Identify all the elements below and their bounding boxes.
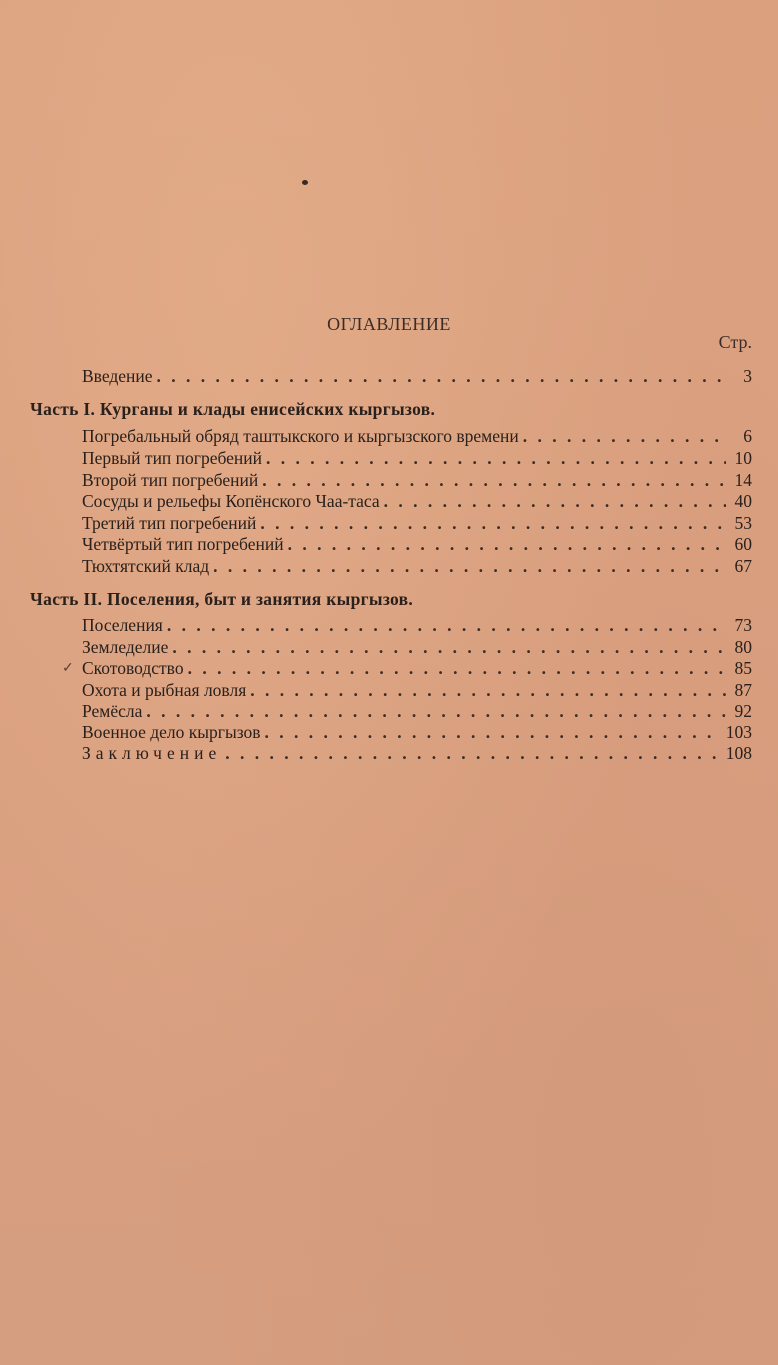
toc-entry[interactable] (82, 512, 752, 534)
toc-entry-label: Третий тип погребений (82, 513, 257, 533)
toc-entry-page: 3 (743, 366, 752, 386)
toc-entry-page: 14 (734, 470, 752, 490)
toc-entry-page: 73 (734, 615, 752, 635)
page-column-label: Стр. (718, 332, 752, 352)
leader-dots (188, 657, 726, 679)
toc-entry-label: Второй тип погребений (82, 470, 259, 490)
leader-dots (260, 512, 726, 534)
toc-entry-page: 40 (734, 491, 752, 511)
leader-dots (384, 490, 726, 512)
toc-entry[interactable] (82, 742, 752, 764)
part-1-heading: Часть I. Курганы и клады енисейских кыргызов. (30, 399, 436, 419)
toc-entry[interactable] (82, 614, 752, 636)
toc-entry[interactable] (82, 679, 752, 701)
toc-entry-label: Тюхтятский клад (82, 556, 210, 576)
toc-entry[interactable] (82, 555, 752, 577)
pencil-check-mark: ✓ (62, 661, 74, 676)
toc-entry-page: 108 (725, 743, 752, 763)
leader-dots (266, 447, 726, 469)
toc-entry-label: Погребальный обряд таштыкского и кыргызского времени (82, 426, 519, 446)
toc-entry-intro[interactable] (82, 365, 752, 387)
toc-entry-label: Введение (82, 366, 153, 386)
ink-speck (302, 180, 308, 185)
toc-entry[interactable] (82, 657, 752, 679)
toc-entry-page: 60 (734, 534, 752, 554)
leader-dots (172, 636, 726, 658)
leader-dots (146, 700, 726, 722)
toc-entry[interactable] (82, 469, 752, 491)
toc-entry[interactable] (82, 447, 752, 469)
toc-entry-label: Скотоводство (82, 658, 184, 678)
toc-title: ОГЛАВЛЕНИЕ (327, 314, 451, 334)
toc-entry-page: 53 (734, 513, 752, 533)
toc-entry[interactable] (82, 636, 752, 658)
toc-entry-label: Четвёртый тип погребений (82, 534, 284, 554)
toc-entry-label: Заключение (82, 743, 222, 763)
toc-entry-page: 85 (734, 658, 752, 678)
leader-dots (265, 721, 722, 743)
toc-entry-label: Военное дело кыргызов (82, 722, 261, 742)
toc-entry[interactable] (82, 490, 752, 512)
toc-entry-label: Поселения (82, 615, 163, 635)
leader-dots (250, 679, 726, 701)
toc-entry-page: 103 (725, 722, 752, 742)
toc-entry[interactable] (82, 425, 752, 447)
toc-entry-label: Земледелие (82, 637, 169, 657)
toc-entry[interactable] (82, 700, 752, 722)
toc-entry[interactable] (82, 533, 752, 555)
toc-entry-page: 6 (743, 426, 752, 446)
toc-entry-label: Сосуды и рельефы Копёнского Чаа-таса (82, 491, 380, 511)
leader-dots (157, 365, 726, 387)
leader-dots (225, 742, 722, 764)
leader-dots (288, 533, 726, 555)
toc-entry-page: 67 (734, 556, 752, 576)
toc-entry-page: 80 (734, 637, 752, 657)
toc-entry-page: 87 (734, 680, 752, 700)
toc-entry-page: 92 (734, 701, 752, 721)
part-2-heading: Часть II. Поселения, быт и занятия кыргызов. (30, 589, 414, 609)
leader-dots (213, 555, 726, 577)
leader-dots (523, 425, 726, 447)
toc-entry-label: Ремёсла (82, 701, 143, 721)
toc-entry-label: Охота и рыбная ловля (82, 680, 247, 700)
toc-entry[interactable] (82, 721, 752, 743)
leader-dots (262, 469, 726, 491)
toc-entry-label: Первый тип погребений (82, 448, 263, 468)
leader-dots (167, 614, 726, 636)
toc-entry-page: 10 (734, 448, 752, 468)
